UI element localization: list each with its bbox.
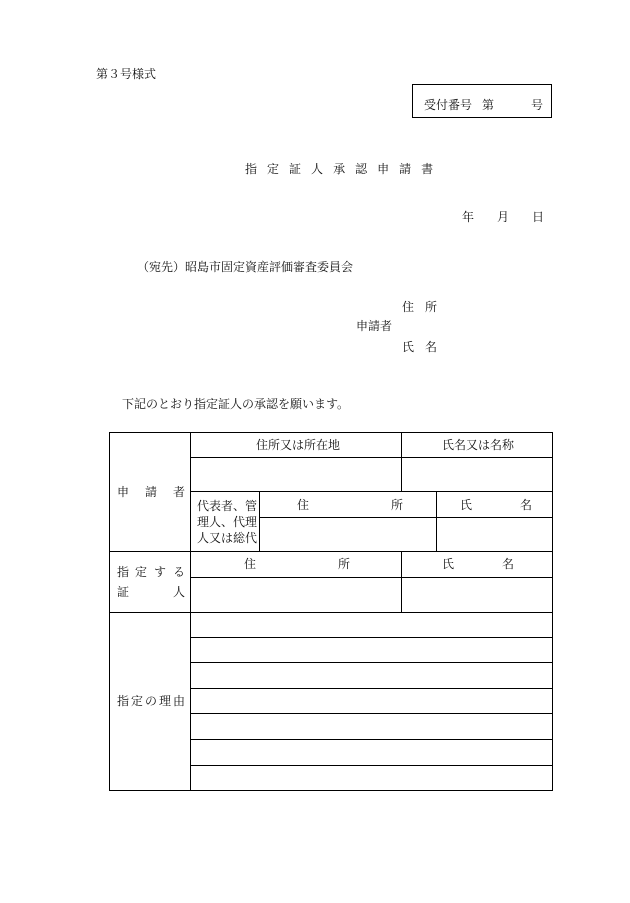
request-text: 下記のとおり指定証人の承認を願います。 [122,397,350,411]
reason-header: 指 定 の 理 由 [117,694,186,708]
representative-line-3: 人又は総代 [197,531,258,545]
representative-line-1: 代表者、管 [197,499,258,513]
date-year: 年 [462,210,475,224]
receipt-dai: 第 [482,98,495,112]
applicant-address-label: 住 所 [402,300,438,314]
document-title: 指 定 証 人 承 認 申 請 書 [245,162,434,176]
receipt-label: 受付番号 [424,98,473,112]
date-day: 日 [532,210,545,224]
applicant-header: 申 請 者 [117,485,186,499]
applicant-name-label: 氏 名 [402,340,438,354]
form-number: 第３号様式 [96,67,157,81]
address-or-location-header: 住所又は所在地 [256,438,341,452]
date-month: 月 [497,210,510,224]
addressee: （宛先）昭島市固定資産評価審査委員会 [137,260,354,274]
receipt-go: 号 [531,98,544,112]
witness-header-line-1: 指 定 す る [117,565,186,579]
rep-address-header: 住 所 [297,498,404,512]
rep-name-header: 氏 名 [460,498,533,512]
applicant-label: 申請者 [356,319,393,333]
witness-header-line-2: 証 人 [117,585,186,599]
witness-address-header: 住 所 [244,557,351,571]
witness-name-header: 氏 名 [442,557,515,571]
name-or-title-header: 氏名又は名称 [442,438,515,452]
representative-line-2: 理人、代理 [197,515,258,529]
